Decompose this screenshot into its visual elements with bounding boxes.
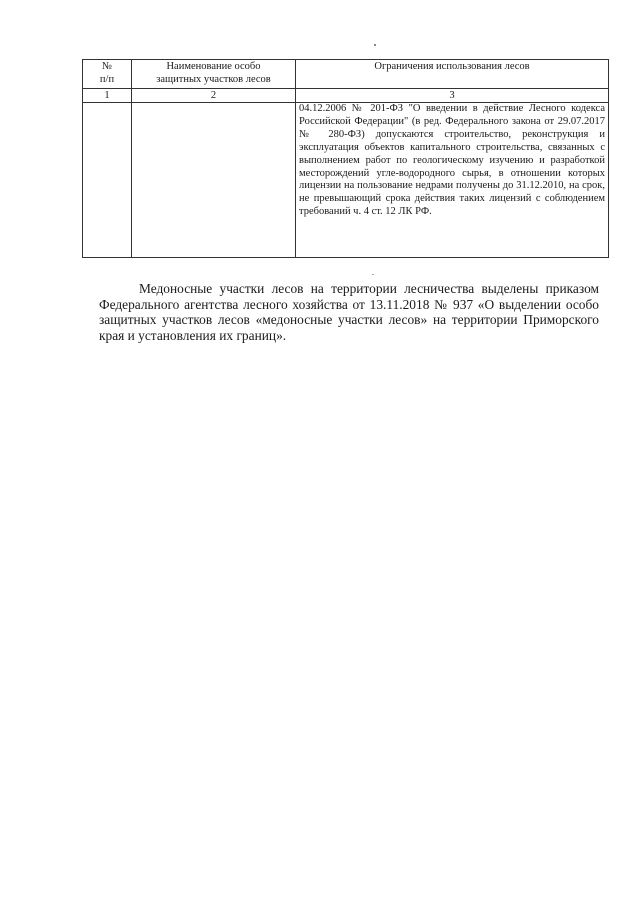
scan-speck [372, 274, 374, 275]
column-number-3: 3 [296, 89, 609, 103]
header-name: Наименование особо защитных участков лесов [132, 60, 296, 89]
restrictions-table [82, 59, 609, 258]
table-header-row [83, 60, 609, 89]
header-restrictions: Ограничения использования лесов [296, 60, 609, 89]
table-row [83, 103, 609, 258]
body-paragraph: Медоносные участки лесов на территории лесничества выделены приказом Федерального агентства лесного хозяйства от 13.11.2018 № 937 «О выделении особо защитных участков лесов «медоносные участки лесов» на территории Приморского края и установления их границ». [99, 281, 599, 343]
row-name-cell [132, 103, 296, 258]
column-number-1: 1 [83, 89, 132, 103]
column-number-2: 2 [132, 89, 296, 103]
scan-speck [374, 44, 376, 46]
row-number-cell [83, 103, 132, 258]
column-number-row [83, 89, 609, 103]
row-restrictions-cell: 04.12.2006 № 201-ФЗ "О введении в действие Лесного кодекса Российской Федерации" (в ред. Федерального закона от 29.07.2017 № 280-ФЗ) допускаются строительство, реконструкция и эксплуатация объектов капитального строительства, связанных с выполнением работ по геологическому изучению и разработкой месторождений угле-водородного сырья, в отношении которых лицензии на пользование недрами получены до 31.12.2010, на срок, не превышающий срока действия таких лицензий с соблюдением требований ч. 4 ст. 12 ЛК РФ. [296, 103, 609, 258]
header-number: № п/п [83, 60, 132, 89]
